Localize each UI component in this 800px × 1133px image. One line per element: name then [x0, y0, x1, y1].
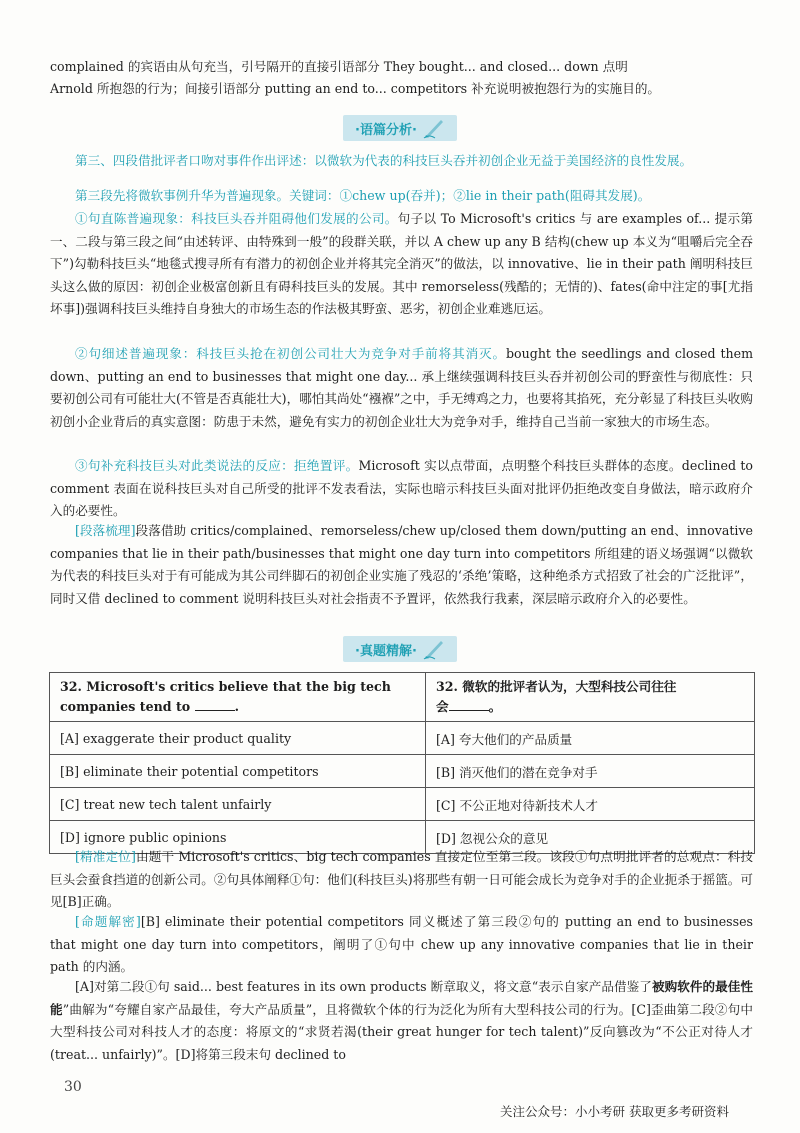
question-en	[50, 673, 426, 722]
analysis-sentence-1	[50, 208, 753, 321]
question-cn-line-1: 32. 微软的批评者认为，大型科技公司往往	[436, 679, 677, 694]
question-table	[49, 672, 755, 854]
decode-text: [B] eliminate their potential competitors 同义概述了第三段②句的 putting an end to businesses that might one day turn into competitors，阐明了①句中 chew up any innovative companies that lie in their path 的内涵。	[50, 914, 753, 974]
section-summary: 第三、四段借批评者口吻对事件作出评述：以微软为代表的科技巨头吞并初创企业无益于美国经济的良性发展。	[75, 153, 693, 168]
paragraph-combing	[50, 520, 753, 610]
question-decoding	[50, 911, 753, 979]
pen-icon	[423, 117, 445, 139]
question-en-line-2: companies tend to	[60, 699, 191, 714]
question-cn	[426, 673, 755, 722]
option-row	[50, 788, 755, 821]
sentence-2-body: bought the seedlings and closed them down、putting an end to businesses that might one day... 承上继续强调科技巨头吞并初创公司的野蛮性与彻底性：只要初创公司有可能壮大(不管是否真能壮大)，哪怕其尚处“襁褓”之中，手无缚鸡之力，也要将其掐死，充分彰显了科技巨头收购初创小企业背后的真实意图：防患于未然，避免有实力的初创企业壮大为竞争对手，维持自己当前一家独大的市场生态。	[50, 346, 754, 429]
question-cn-line-2: 会	[436, 699, 449, 714]
question-row	[50, 673, 755, 722]
section-title-box	[343, 636, 457, 662]
section-header-exam	[0, 637, 800, 661]
option-row	[50, 722, 755, 755]
precise-location	[50, 846, 753, 914]
locate-label: [精准定位]	[75, 849, 136, 864]
section-title: ·语篇分析·	[355, 122, 417, 138]
option-cn: [D] 忽视公众的意见	[426, 821, 755, 854]
pen-icon	[423, 638, 445, 660]
option-row	[50, 755, 755, 788]
question-cn-end: 。	[488, 699, 502, 714]
question-en-line-1: 32. Microsoft's critics believe that the big tech	[60, 679, 391, 694]
option-cn: [B] 消灭他们的潜在竞争对手	[426, 755, 755, 788]
section-title: ·真题精解·	[355, 643, 417, 659]
combing-label: [段落梳理]	[75, 523, 136, 538]
page-number: 30	[64, 1079, 82, 1095]
sentence-1-lead: ①句直陈普遍现象：科技巨头吞并阻碍他们发展的公司。	[75, 211, 398, 226]
distractor-bold: 被购软件的最佳性能	[50, 979, 753, 1017]
analysis-sentence-2	[50, 343, 753, 433]
answer-blank	[449, 710, 489, 711]
analysis-sentence-3	[50, 455, 753, 523]
section-header-discourse	[0, 116, 800, 140]
locate-text: 由题干 Microsoft's critics、big tech companies 直接定位至第三段。该段①句点明批评者的总观点：科技巨头会蚕食挡道的创新公司。②句具体阐释①句：他们(科技巨头)将那些有朝一日可能会成长为竞争对手的企业扼杀于摇篮。可见[B]正确。	[50, 849, 754, 909]
question-en-end: .	[234, 699, 239, 714]
distractor-analysis	[50, 976, 753, 1066]
sentence-2-lead: ②句细述普遍现象：科技巨头抢在初创公司壮大为竞争对手前将其消灭。	[75, 346, 506, 361]
intro-line-1: complained 的宾语由从句充当，引号隔开的直接引语部分 They bought... and closed... down 点明	[50, 59, 628, 74]
sentence-1-body: 句子以 To Microsoft's critics 与 are examples of... 提示第一、二段与第三段之间“由述转评、由特殊到一般”的段群关联，并以 A chew up any B 结构(chew up 本义为“咀嚼后完全吞下”)勾勒科技巨头“地毯式搜寻所有有潜力的初创企业并将其完全消灭”的做法，以 innovative、lie in their path 阐明科技巨头这么做的原因：初创企业极富创新且有碍科技巨头的发展。其中 remorseless(残酷的；无情的)、fates(命中注定的事[尤指坏事])强调科技巨头维持自身独大的市场生态的作法极其野蛮、恶劣，初创企业难逃厄运。	[50, 211, 753, 316]
option-en: [A] exaggerate their product quality	[50, 722, 426, 755]
option-en: [C] treat new tech talent unfairly	[50, 788, 426, 821]
combing-text: 段落借助 critics/complained、remorseless/chew up/closed them down/putting an end、innovative companies that lie in their path/businesses that might one day turn into competitors 所组建的语义场强调“以微软为代表的科技巨头对于有可能成为其公司绊脚石的初创企业实施了残忍的‘杀绝’策略，这种绝杀方式招致了社会的广泛批评”，同时又借 declined to comment 说明科技巨头对社会指责不予置评，依然我行我素，深层暗示政府介入的必要性。	[50, 523, 754, 606]
option-en: [B] eliminate their potential competitors	[50, 755, 426, 788]
section-title-box	[343, 115, 457, 141]
answer-blank	[195, 710, 235, 711]
sentence-3-lead: ③句补充科技巨头对此类说法的反应：拒绝置评。	[75, 458, 359, 473]
option-cn: [C] 不公正地对待新技术人才	[426, 788, 755, 821]
option-cn: [A] 夸大他们的产品质量	[426, 722, 755, 755]
intro-line-2: Arnold 所抱怨的行为；间接引语部分 putting an end to... competitors 补充说明被抱怨行为的实施目的。	[50, 81, 661, 96]
footer-note: 关注公众号：小小考研 获取更多考研资料	[500, 1104, 729, 1119]
decode-label: [命题解密]	[75, 914, 141, 929]
option-en: [D] ignore public opinions	[50, 821, 426, 854]
sentence-3-body: Microsoft 实以点带面，点明整个科技巨头群体的态度。declined to comment 表面在说科技巨头对自己所受的批评不发表看法，实际也暗示科技巨头面对批评仍拒绝改变自身做法，暗示政府介入的必要性。	[50, 458, 753, 518]
distractor-text-1: [A]对第二段①句 said... best features in its own products 断章取义，将文意“表示自家产品借鉴了	[75, 979, 652, 994]
distractor-text-2: ”曲解为“夸耀自家产品最佳，夸大产品质量”，且将微软个体的行为泛化为所有大型科技公司的行为。[C]歪曲第二段②句中大型科技公司对科技人才的态度：将原文的“求贤若渴(their great hunger for tech talent)”反向篡改为“不公正对待人才(treat... unfairly)”。[D]将第三段末句 declined to	[50, 1001, 753, 1062]
paragraph-lead: 第三段先将微软事例升华为普遍现象。关键词：①chew up(吞并)；②lie in their path(阻碍其发展)。	[75, 188, 651, 203]
